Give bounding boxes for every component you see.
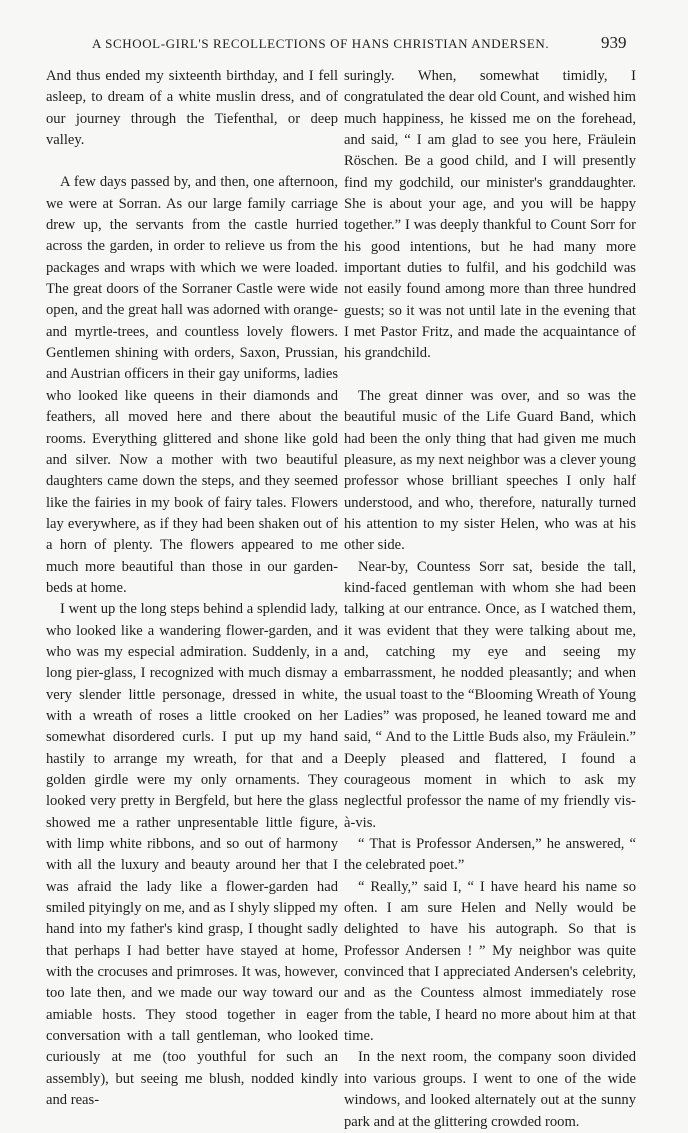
left-column (46, 66, 338, 1112)
page-number: 939 (601, 33, 627, 52)
paragraph: “ That is Professor Andersen,” he answered, “ the celebrated poet.” (344, 836, 636, 874)
paragraph: I went up the long steps behind a splendid lady, who looked like a wandering flower-garden, and who was my especial admiration. Suddenly, in a long pier-glass, I recognized with much dismay a very slender little personage, dressed in white, with a wreath of roses a little crooked on her somewhat disordered curls. I put up my hand hastily to arrange my wreath, for that and a golden girdle were my only ornaments. They looked very pretty in Bergfeld, but here the glass showed me a rather unpresentable little figure, with limp white ribbons, and so out of harmony with all the luxury and beauty around her that I was afraid the lady like a flower-garden had smiled pityingly on me, and as I shyly slipped my hand into my father's kind grasp, I thought sadly that perhaps I had better have stayed at home, with the crocuses and primroses. It was, however, too late then, and we made our way toward our amiable hosts. They stood together in eager conversation with a tall gentleman, who looked curiously at me (too youthful for such an assembly), but seeing me blush, nodded kindly and reas- (46, 601, 338, 1109)
paragraph: Near-by, Countess Sorr sat, beside the tall, kind-faced gentleman with whom she had been talking at our entrance. Once, as I watched them, it was evident that they were talking about me, and, catching my eye and seeing my embarrassment, he nodded pleasantly; and when the usual toast to the “Blooming Wreath of Young Ladies” was proposed, he leaned toward me and said, “ And to the Little Buds also, my Fräulein.” Deeply pleased and flattered, I found a courageous moment in which to ask my neglectful professor the name of my friendly vis-à-vis. (344, 558, 636, 831)
running-title: A SCHOOL-GIRL'S RECOLLECTIONS OF HANS CHRISTIAN ANDERSEN. (92, 36, 550, 51)
paragraph: And thus ended my sixteenth birthday, and I fell asleep, to dream of a white muslin dress, and of our journey through the Tiefenthal, or deep valley. (46, 68, 338, 149)
paragraph: The great dinner was over, and so was the beautiful music of the Life Guard Band, which had been the only thing that had given me much pleasure, as my next neighbor was a clever young professor whose brilliant speeches I only half understood, and who, therefore, naturally turned his attention to my sister Helen, who was at his other side. (344, 387, 636, 554)
paragraph: In the next room, the company soon divided into various groups. I went to one of the wide windows, and looked alternately out at the sunny park and at the glittering crowded room. (344, 1049, 636, 1130)
paragraph: suringly. When, somewhat timidly, I congratulated the dear old Count, and wished him much happiness, he kissed me on the forehead, and said, “ I am glad to see you here, Fräulein Röschen. Be a good child, and I will presently find my godchild, our minister's granddaughter. She is about your age, and you will be happy together.” I was deeply thankful to Count Sorr for his good intentions, but he had many more important duties to fulfil, and his godchild was not easily found among more than three hundred guests; so it was not until late in the evening that I met Pastor Fritz, and made the acquaintance of his grandchild. (344, 68, 636, 362)
paragraph: A few days passed by, and then, one afternoon, we were at Sorran. As our large family carriage drew up, the servants from the castle hurried across the garden, in order to relieve us from the packages and wraps with which we were loaded. The great doors of the Sorraner Castle were wide open, and the great hall was adorned with orange- and myrtle-trees, and countless lovely flowers. Gentlemen shining with orders, Saxon, Prussian, and Austrian officers in their gay uniforms, ladies who looked like queens in their diamonds and feathers, all moved here and there about the rooms. Everything glittered and shone like gold and silver. Now a mother with two beautiful daughters came down the steps, and they seemed like the fairies in my book of fairy tales. Flowers lay everywhere, as if they had been shaken out of a horn of plenty. The flowers appeared to me much more beautiful than those in our garden-beds at home. (46, 174, 338, 596)
right-column (344, 66, 636, 1133)
paragraph: “ Really,” said I, “ I have heard his name so often. I am sure Helen and Nelly would be delighted to have his autograph. So that is Professor Andersen ! ” My neighbor was quite convinced that I appreciated Andersen's celebrity, and as the Countess almost immediately rose from the table, I heard no more about him at that time. (344, 878, 636, 1045)
